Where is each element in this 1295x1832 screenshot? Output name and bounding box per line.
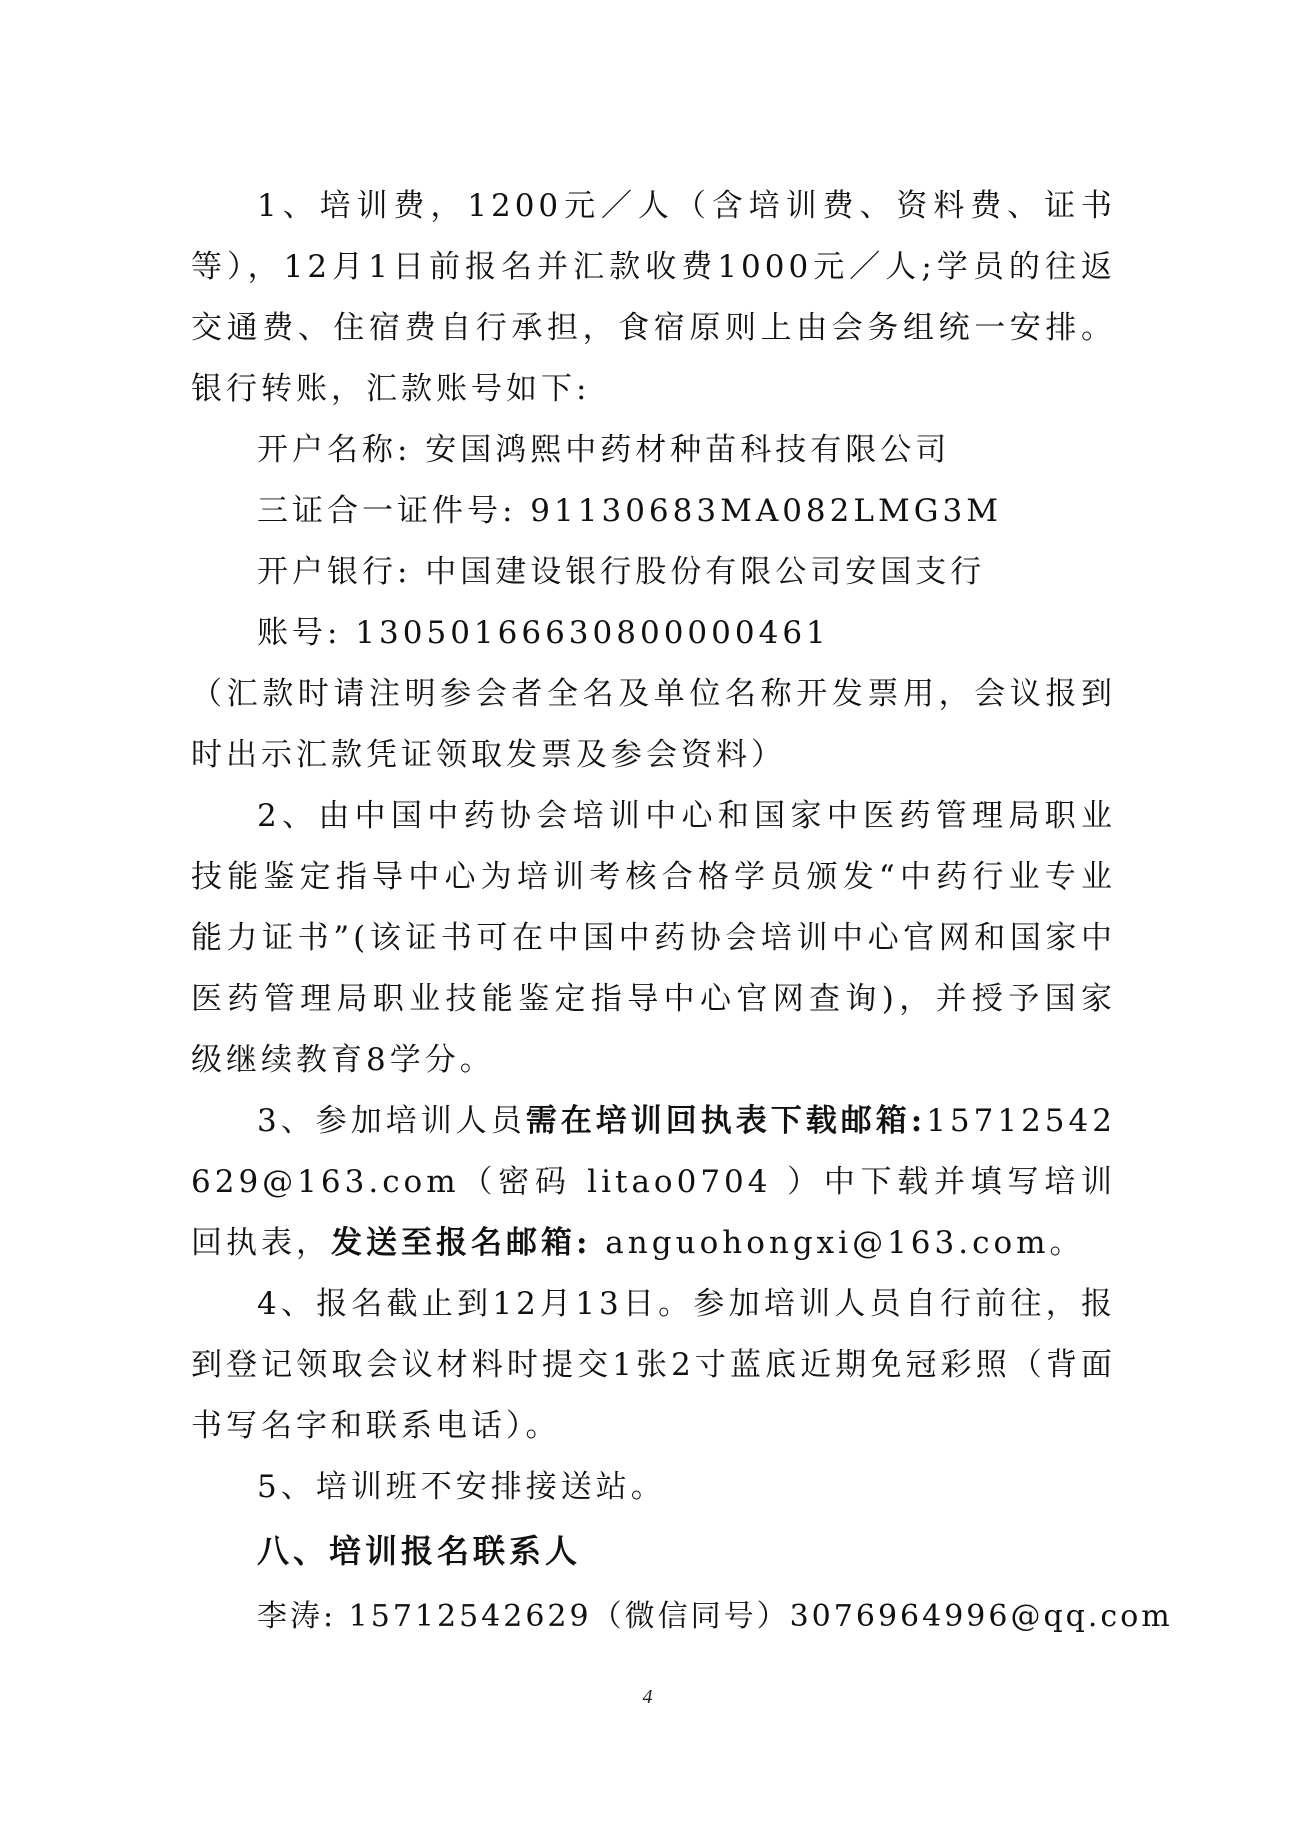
contact-section-heading: 八、培训报名联系人 [257, 1532, 582, 1570]
account-number-line: 账号: 13050166630800000461 [257, 615, 830, 651]
fee-paragraph: 1、培训费，1200元／人（含培训费、资料费、证书等），12月1日前报名并汇款收费1000元／人;学员的往返交通费、住宿费自行承担，食宿原则上由会务组统一安排。银行转账，汇款账号如下: [191, 188, 1116, 407]
deadline-paragraph: 4、报名截止到12月13日。参加培训人员自行前往，报到登记领取会议材料时提交1张2寸蓝底近期免冠彩照（背面书写名字和联系电话）。 [191, 1286, 1116, 1444]
bank-line: 开户银行: 中国建设银行股份有限公司安国支行 [257, 554, 986, 590]
license-number-line: 三证合一证件号: 91130683MA082LMG3M [257, 493, 1002, 529]
certificate-paragraph: 2、由中国中药协会培训中心和国家中医药管理局职业技能鉴定指导中心为培训考核合格学员颁发“中药行业专业能力证书”(该证书可在中国中药协会培训中心官网和国家中医药管理局职业技能鉴定指导中心官网查询)，并授予国家级继续教育8学分。 [191, 798, 1116, 1078]
page-number: 4 [642, 1686, 653, 1708]
remittance-note: （汇款时请注明参会者全名及单位名称开发票用，会议报到时出示汇款凭证领取发票及参会资料） [191, 676, 1116, 773]
document-body [191, 176, 1173, 1650]
download-mailbox-label: 需在培训回执表下载邮箱: [525, 1103, 927, 1139]
download-mailbox-details: 15712542629@163.com（密码 litao0704 ）中下载并填写培训回执表， [191, 1103, 1116, 1261]
registration-form-paragraph [191, 1091, 1116, 1274]
send-mailbox-label: 发送至报名邮箱: [331, 1225, 592, 1261]
transport-paragraph: 5、培训班不安排接送站。 [257, 1469, 666, 1505]
registration-form-prefix: 3、参加培训人员 [257, 1103, 526, 1139]
registration-email: anguohongxi@163.com。 [591, 1225, 1085, 1261]
account-name-line: 开户名称: 安国鸿熙中药材种苗科技有限公司 [257, 432, 951, 468]
contact-person-line: 李涛: 15712542629（微信同号）3076964996@qq.com [257, 1599, 1173, 1634]
